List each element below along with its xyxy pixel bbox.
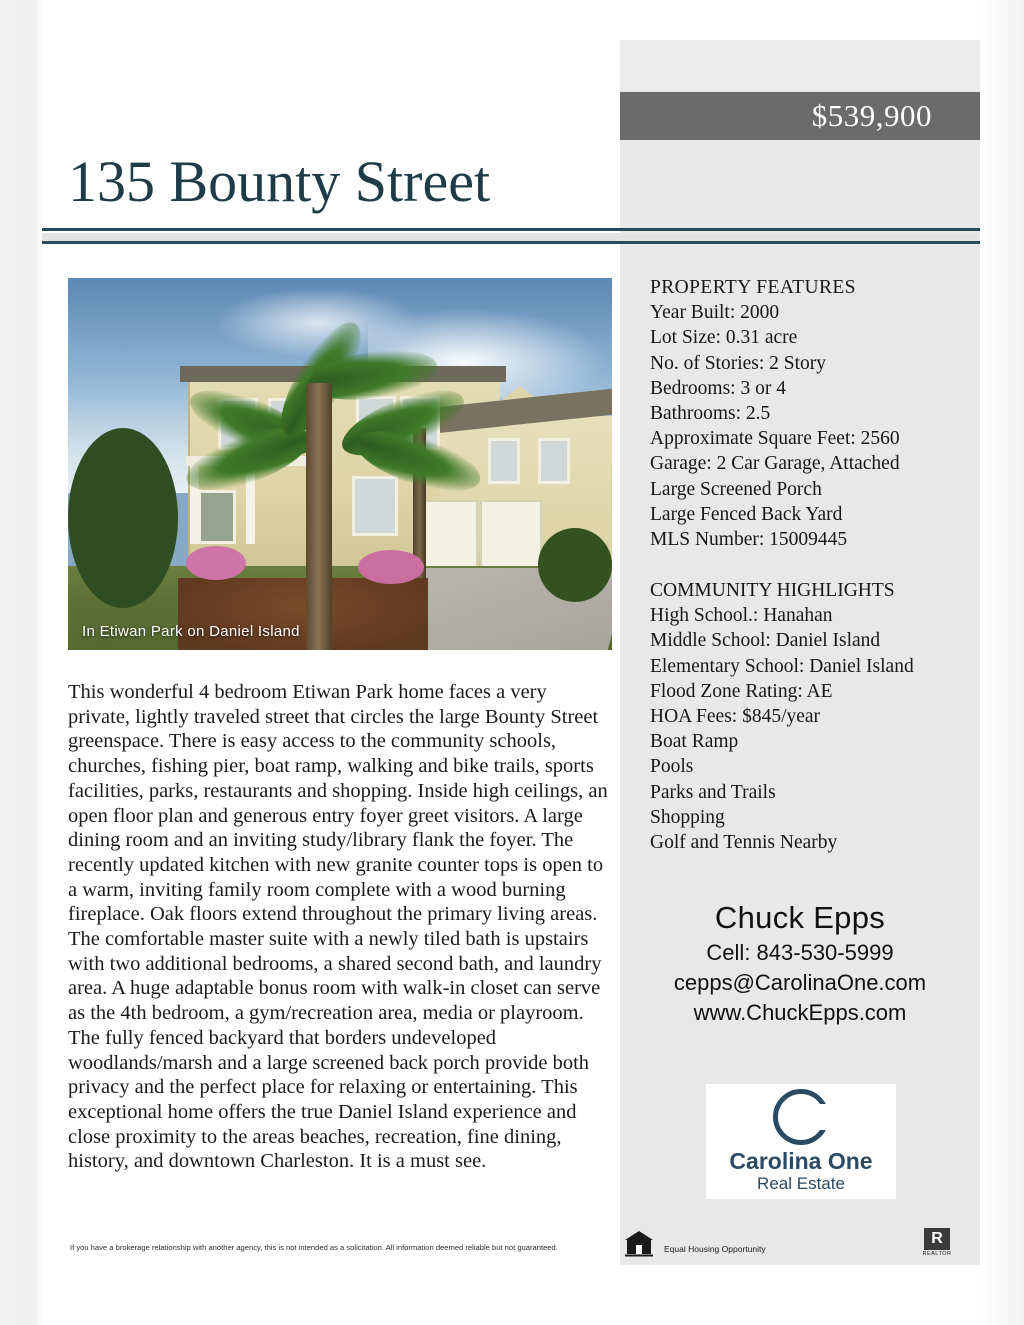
- feature-item: Garage: 2 Car Garage, Attached: [650, 453, 900, 475]
- feature-item: No. of Stories: 2 Story: [650, 352, 827, 374]
- photo-flowering-bush: [186, 546, 246, 580]
- community-item: Pools: [650, 756, 694, 778]
- community-highlights-block: [650, 578, 970, 855]
- photo-window-shutter: [198, 490, 236, 544]
- feature-item: Large Screened Porch: [650, 478, 822, 500]
- agent-website[interactable]: www.ChuckEpps.com: [693, 1000, 907, 1025]
- photo-foliage: [68, 428, 178, 608]
- property-features-block: [650, 275, 970, 552]
- community-item: Elementary School: Daniel Island: [650, 655, 914, 677]
- right-column-panel-top: [620, 40, 980, 90]
- community-item: HOA Fees: $845/year: [650, 706, 821, 728]
- feature-item: Lot Size: 0.31 acre: [650, 327, 798, 349]
- community-item: Shopping: [650, 806, 725, 828]
- feature-item: Bedrooms: 3 or 4: [650, 377, 786, 399]
- agent-name: Chuck Epps: [714, 900, 886, 935]
- feature-item: Large Fenced Back Yard: [650, 503, 843, 525]
- community-highlights-heading: COMMUNITY HIGHLIGHTS: [650, 580, 895, 601]
- divider-top: [42, 228, 980, 231]
- circle-c-logo-icon: [773, 1089, 829, 1145]
- divider-bottom: [42, 241, 980, 244]
- agent-phone[interactable]: Cell: 843-530-5999: [706, 940, 894, 965]
- photo-shrub: [538, 528, 612, 602]
- photo-caption: In Etiwan Park on Daniel Island: [82, 623, 300, 640]
- realtor-icon: [922, 1228, 952, 1258]
- equal-housing-text: Equal Housing Opportunity: [664, 1244, 766, 1254]
- feature-item: Bathrooms: 2.5: [650, 403, 771, 425]
- photo-garage-door: [480, 500, 542, 570]
- agent-email[interactable]: cepps@CarolinaOne.com: [673, 970, 927, 995]
- photo-window: [538, 438, 570, 484]
- community-item: Boat Ramp: [650, 731, 739, 753]
- price-banner: [620, 92, 980, 140]
- community-item: Parks and Trails: [650, 781, 776, 803]
- community-item: Golf and Tennis Nearby: [650, 832, 838, 854]
- realtor-icon-label: REALTOR: [922, 1251, 952, 1257]
- disclaimer-text: If you have a brokerage relationship with another agency, this is not intended as a solicitation. All information deemed reliable but not guaranteed.: [70, 1243, 558, 1252]
- brokerage-logo: [706, 1084, 896, 1199]
- property-description: This wonderful 4 bedroom Etiwan Park home faces a very private, lightly traveled street that circles the large Bounty Street greenspace. There is easy access to the community schools, churches, fishing pier, boat ramp, walking and bike trails, sports facilities, parks, restaurants and shopping. Inside high ceilings, an open floor plan and generous entry foyer greet visitors. A large dining room and an inviting study/library flank the foyer. The recently updated kitchen with new granite counter tops is open to a warm, inviting family room complete with a wood burning fireplace. Oak floors extend throughout the primary living areas. The comfortable master suite with a newly tiled bath is upstairs with two additional bedrooms, a shared second bath, and laundry area. A huge adaptable bonus room with walk-in closet can serve as the 4th bedroom, a gym/recreation area, media or playroom. The fully fenced backyard that borders undeveloped woodlands/marsh and a large screened back porch provide both privacy and the perfect place for relaxing or entertaining. This exceptional home offers the true Daniel Island experience and close proximity to the areas beaches, recreation, fine dining, history, and downtown Charleston. It is a must see.: [68, 681, 608, 1173]
- feature-item: MLS Number: 15009445: [650, 529, 848, 551]
- photo-window: [352, 476, 398, 536]
- page-title: 135 Bounty Street: [68, 149, 491, 214]
- community-item: High School.: Hanahan: [650, 605, 833, 627]
- photo-window: [488, 438, 520, 484]
- agent-contact-block: [620, 898, 980, 1028]
- equal-housing-icon: [624, 1229, 654, 1257]
- brokerage-name: Carolina One: [729, 1148, 873, 1174]
- property-photo: [68, 278, 612, 650]
- community-item: Middle School: Daniel Island: [650, 630, 881, 652]
- brokerage-subtitle: Real Estate: [757, 1174, 845, 1193]
- realtor-icon-letter: R: [924, 1228, 950, 1250]
- property-features-heading: PROPERTY FEATURES: [650, 277, 856, 298]
- photo-flowering-bush: [358, 550, 424, 584]
- feature-item: Year Built: 2000: [650, 302, 780, 324]
- price-value: $539,900: [811, 98, 932, 133]
- feature-item: Approximate Square Feet: 2560: [650, 428, 900, 450]
- photo-palm-tree: [306, 383, 332, 650]
- community-item: Flood Zone Rating: AE: [650, 680, 833, 702]
- divider-middle: [42, 233, 980, 241]
